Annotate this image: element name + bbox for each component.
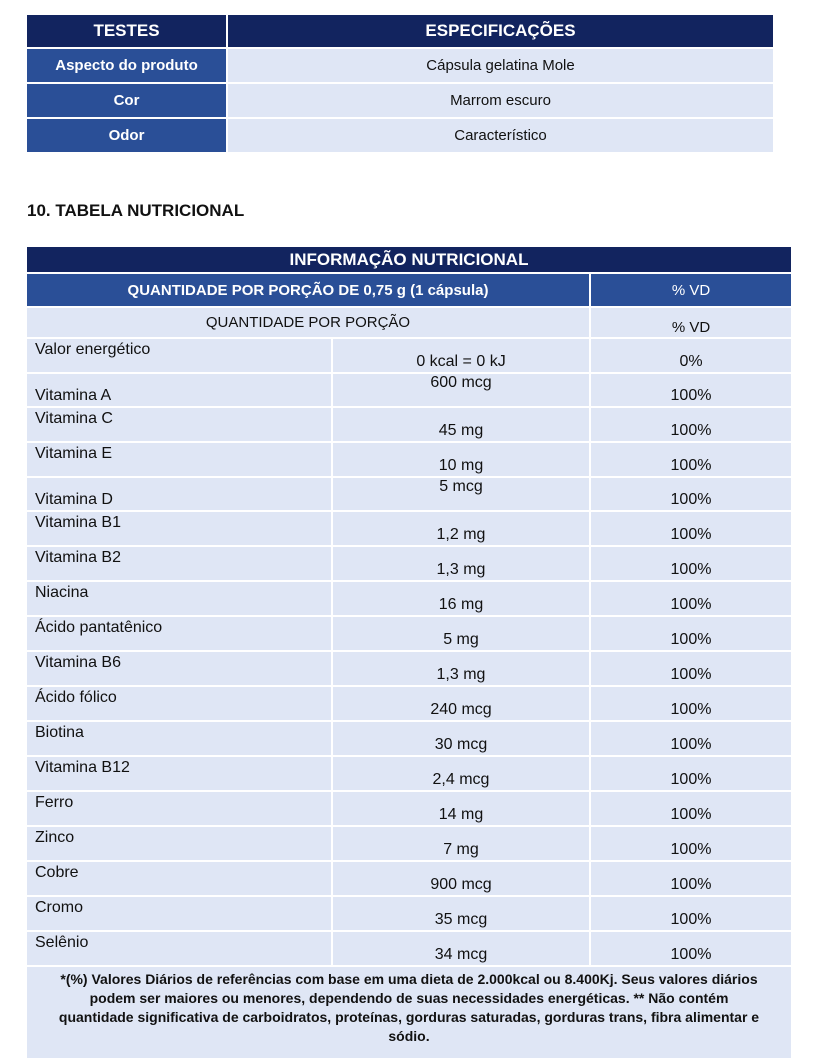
nutrient-name: Vitamina B1 (27, 511, 332, 546)
specs-header-tests: TESTES (27, 15, 227, 48)
nutrient-name: Vitamina B6 (27, 651, 332, 686)
serving-header-row (27, 273, 791, 307)
nutrient-amount: 5 mg (332, 616, 590, 651)
nutrient-vd: 100% (590, 651, 791, 686)
nutrient-amount: 5 mcg (332, 477, 590, 511)
nutrient-amount: 45 mg (332, 407, 590, 442)
nutrient-vd: 100% (590, 581, 791, 616)
nutrient-row (27, 721, 791, 756)
nutrient-amount: 16 mg (332, 581, 590, 616)
nutrient-row (27, 826, 791, 861)
nutrient-vd: 100% (590, 931, 791, 966)
nutrient-row (27, 338, 791, 373)
nutrient-name: Ferro (27, 791, 332, 826)
nutrient-name: Ácido fólico (27, 686, 332, 721)
nutrient-name: Vitamina A (27, 373, 332, 407)
specs-header-row (27, 15, 773, 48)
nutrient-row (27, 896, 791, 931)
specs-row-label: Odor (27, 118, 227, 152)
specs-row (27, 83, 773, 118)
nutrient-name: Vitamina B2 (27, 546, 332, 581)
nutrient-amount: 240 mcg (332, 686, 590, 721)
nutrient-amount: 0 kcal = 0 kJ (332, 338, 590, 373)
nutrient-vd: 100% (590, 791, 791, 826)
specs-row-label: Cor (27, 83, 227, 118)
nutrient-amount: 2,4 mcg (332, 756, 590, 791)
nutrient-amount: 900 mcg (332, 861, 590, 896)
serving-vd-header: % VD (590, 273, 791, 307)
column-header-quantity: QUANTIDADE POR PORÇÃO (27, 307, 590, 338)
nutrient-row (27, 931, 791, 966)
nutrient-amount: 1,3 mg (332, 546, 590, 581)
nutrient-vd: 100% (590, 896, 791, 931)
nutrient-vd: 100% (590, 616, 791, 651)
nutrient-name: Selênio (27, 931, 332, 966)
nutrient-amount: 35 mcg (332, 896, 590, 931)
nutrient-name: Cobre (27, 861, 332, 896)
nutrient-row (27, 651, 791, 686)
nutrient-row (27, 511, 791, 546)
nutrient-row (27, 407, 791, 442)
specs-row-value: Cápsula gelatina Mole (227, 48, 773, 83)
nutrient-row (27, 373, 791, 407)
nutrient-name: Vitamina D (27, 477, 332, 511)
nutrient-amount: 1,3 mg (332, 651, 590, 686)
nutrient-row (27, 756, 791, 791)
nutrient-amount: 30 mcg (332, 721, 590, 756)
nutrition-banner-row (27, 247, 791, 273)
footnote-row (27, 966, 791, 1058)
column-header-row (27, 307, 791, 338)
nutrient-name: Cromo (27, 896, 332, 931)
nutrient-row (27, 686, 791, 721)
nutrient-vd: 100% (590, 546, 791, 581)
nutrient-amount: 34 mcg (332, 931, 590, 966)
specs-header-specifications: ESPECIFICAÇÕES (227, 15, 773, 48)
column-header-vd: % VD (590, 307, 791, 338)
nutrient-row (27, 791, 791, 826)
nutrient-amount: 7 mg (332, 826, 590, 861)
nutrient-row (27, 546, 791, 581)
nutrient-name: Vitamina C (27, 407, 332, 442)
nutrient-name: Valor energético (27, 338, 332, 373)
section-heading: 10. TABELA NUTRICIONAL (27, 201, 245, 220)
nutrient-amount: 10 mg (332, 442, 590, 477)
nutrient-name: Biotina (27, 721, 332, 756)
nutrient-vd: 100% (590, 407, 791, 442)
nutrient-vd: 100% (590, 373, 791, 407)
nutrient-vd: 100% (590, 442, 791, 477)
nutrient-name: Vitamina B12 (27, 756, 332, 791)
specs-row (27, 48, 773, 83)
nutrient-vd: 100% (590, 756, 791, 791)
nutrient-vd: 0% (590, 338, 791, 373)
specs-row (27, 118, 773, 152)
nutrient-row (27, 477, 791, 511)
nutrient-vd: 100% (590, 511, 791, 546)
nutrient-name: Vitamina E (27, 442, 332, 477)
serving-label: QUANTIDADE POR PORÇÃO DE 0,75 g (1 cápsula) (27, 273, 590, 307)
footnote: *(%) Valores Diários de referências com base em uma dieta de 2.000kcal ou 8.400Kj. Seus valores diários podem ser maiores ou menores, dependendo de suas necessidades energéticas. ** Não contém quantidade significativa de carboidratos, proteínas, gorduras saturadas, gorduras trans, fibra alimentar e sódio. (27, 966, 791, 1058)
nutrient-vd: 100% (590, 721, 791, 756)
nutrient-amount: 600 mcg (332, 373, 590, 407)
nutrient-vd: 100% (590, 861, 791, 896)
nutrient-vd: 100% (590, 826, 791, 861)
nutrition-table (27, 247, 791, 1058)
nutrition-banner: INFORMAÇÃO NUTRICIONAL (27, 247, 791, 273)
nutrient-vd: 100% (590, 477, 791, 511)
nutrient-row (27, 861, 791, 896)
nutrient-amount: 14 mg (332, 791, 590, 826)
nutrient-row (27, 442, 791, 477)
specs-row-label: Aspecto do produto (27, 48, 227, 83)
nutrient-name: Ácido pantatênico (27, 616, 332, 651)
nutrient-name: Niacina (27, 581, 332, 616)
nutrient-vd: 100% (590, 686, 791, 721)
nutrient-amount: 1,2 mg (332, 511, 590, 546)
nutrient-row (27, 581, 791, 616)
specs-row-value: Marrom escuro (227, 83, 773, 118)
specs-table (27, 15, 773, 152)
specs-row-value: Característico (227, 118, 773, 152)
nutrient-row (27, 616, 791, 651)
nutrient-name: Zinco (27, 826, 332, 861)
